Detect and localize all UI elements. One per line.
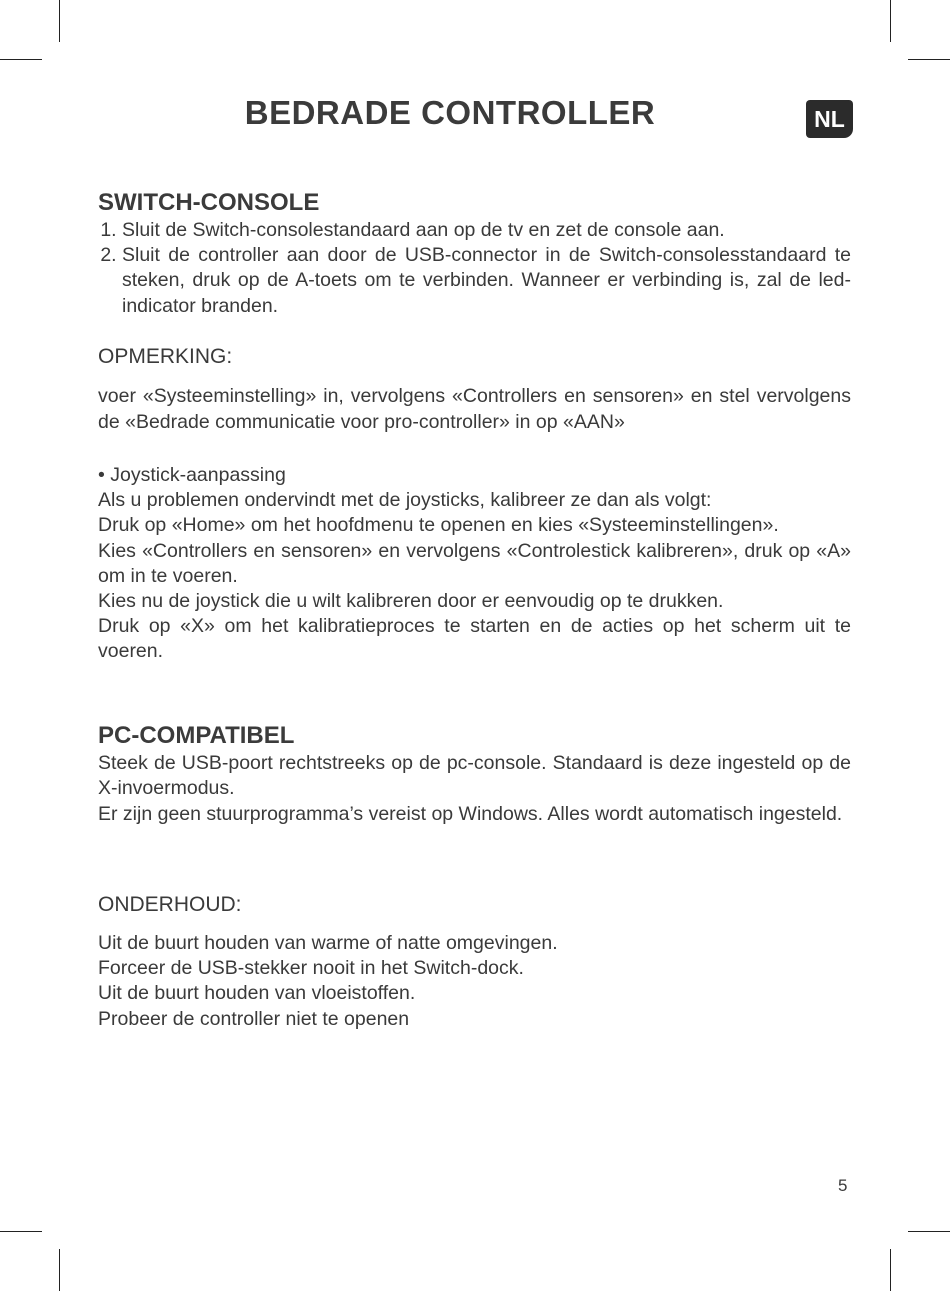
note-paragraph: voer «Systeeminstelling» in, vervolgens «Controllers en sensoren» en stel vervolgens de «Bedrade communicatie voor pro-controller» in op «AAN» — [98, 385, 851, 433]
crop-mark — [908, 1231, 950, 1232]
list-item: 1. Sluit de Switch-consolestandaard aan op de tv en zet de console aan. — [122, 218, 851, 243]
joystick-line: Druk op «Home» om het hoofdmenu te openen en kies «Systeeminstellingen». — [98, 514, 779, 537]
joystick-adjustment — [98, 463, 851, 665]
section-heading-pc-compatible: PC-COMPATIBEL — [98, 722, 295, 749]
page-title: BEDRADE CONTROLLER — [244, 94, 656, 131]
crop-mark — [890, 1249, 891, 1291]
crop-mark — [0, 1231, 42, 1232]
maintenance-line: Probeer de controller niet te openen — [98, 1007, 410, 1030]
section-heading-switch-console: SWITCH-CONSOLE — [98, 189, 320, 216]
maintenance-line: Uit de buurt houden van vloeistoffen. — [98, 982, 416, 1005]
pc-compatible-text — [98, 751, 851, 828]
pc-line: Er zijn geen stuurprogramma’s vereist op Windows. Alles wordt automatisch ingesteld. — [98, 803, 843, 826]
maintenance-line: Uit de buurt houden van warme of natte omgevingen. — [98, 932, 558, 954]
maintenance-text — [98, 931, 851, 1032]
page-number: 5 — [838, 1176, 848, 1195]
language-badge: NL — [806, 100, 853, 138]
note-label: OPMERKING: — [98, 345, 233, 368]
crop-mark — [0, 59, 42, 60]
pc-line: Steek de USB-poort rechtstreeks op de pc-console. Standaard is deze ingesteld op de X-invoermodus. — [98, 752, 851, 800]
joystick-line: Kies nu de joystick die u wilt kalibreren door er eenvoudig op te drukken. — [98, 590, 724, 613]
switch-console-steps — [98, 218, 851, 319]
joystick-line: Kies «Controllers en sensoren» en vervolgens «Controlestick kalibreren», druk op «A» om in te voeren. — [98, 539, 851, 587]
crop-mark — [890, 0, 891, 42]
maintenance-line: Forceer de USB-stekker nooit in het Switch-dock. — [98, 957, 524, 980]
joystick-title: • Joystick-aanpassing — [98, 464, 286, 486]
joystick-line: Druk op «X» om het kalibratieproces te starten en de acties op het scherm uit te voeren. — [98, 615, 851, 663]
crop-mark — [908, 59, 950, 60]
list-item: 2. Sluit de controller aan door de USB-connector in de Switch-consolesstandaard te steken, druk op de A-toets om te verbinden. Wanneer er verbinding is, zal de led-indicator branden. — [122, 243, 851, 319]
joystick-line: Als u problemen ondervindt met de joysticks, kalibreer ze dan als volgt: — [98, 489, 712, 512]
crop-mark — [59, 1249, 60, 1291]
crop-mark — [59, 0, 60, 42]
maintenance-label: ONDERHOUD: — [98, 893, 242, 916]
note-text — [98, 383, 851, 435]
